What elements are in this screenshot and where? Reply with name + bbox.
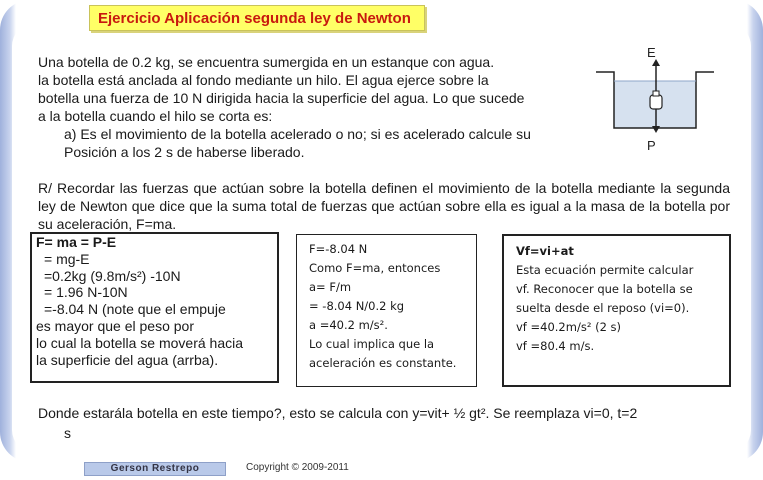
slide-title: Ejercicio Aplicación segunda ley de Newton xyxy=(98,10,411,27)
box2-line: a= F/m xyxy=(309,280,352,294)
problem-line: a la botella cuando el hilo se corta es: xyxy=(38,108,273,124)
bottle-icon xyxy=(650,95,662,109)
author-badge: Gerson Restrepo xyxy=(84,462,226,476)
box1-line: =-8.04 N (note que el empuje xyxy=(44,301,226,318)
box3-heading: Vf=vi+at xyxy=(516,244,574,258)
box3-line: vf. Reconocer que la botella se xyxy=(516,282,693,296)
box3-line: Esta ecuación permite calcular xyxy=(516,263,694,277)
position-line: Donde estarála botella en este tiempo?, esto se calcula con y=vit+ ½ gt². Se reemplaza vi=0, t=2 xyxy=(38,405,638,421)
answer-paragraph: R/ Recordar las fuerzas que actúan sobre la botella definen el movimiento de la botella mediante la segunda ley de Newton que dice que la suma total de fuerzas que actúan sobre ella es igual a la masa de la botella por su aceleración, F=ma. xyxy=(38,180,730,232)
weight-arrowhead xyxy=(652,126,660,133)
buoyancy-arrowhead xyxy=(652,59,660,66)
box3-line: suelta desde el reposo (vi=0). xyxy=(516,301,690,315)
box2-line: Como F=ma, entonces xyxy=(309,261,441,275)
velocity-box xyxy=(502,234,731,387)
box1-line: es mayor que el peso por xyxy=(36,317,194,334)
box1-line: = mg-E xyxy=(44,250,90,267)
box1-line: = 1.96 N-10N xyxy=(44,284,128,301)
box3-line: vf =40.2m/s² (2 s) xyxy=(516,320,622,334)
problem-line: botella una fuerza de 10 N dirigida hacia la superficie del agua. Lo que sucede xyxy=(38,90,525,106)
box2-line: = -8.04 N/0.2 kg xyxy=(309,299,405,313)
box2-line: a =40.2 m/s². xyxy=(309,318,388,332)
position-line-continued: s xyxy=(64,425,71,441)
box2-line: F=-8.04 N xyxy=(309,242,368,256)
box2-line: aceleración es constante. xyxy=(309,356,457,370)
acceleration-box xyxy=(296,234,477,387)
box1-line: la superficie del agua (arrba). xyxy=(36,351,219,368)
box2-line: Lo cual implica que la xyxy=(309,337,435,351)
question-a: a) Es el movimiento de la botella acelerado o no; si es acelerado calcule su xyxy=(64,126,531,142)
label-P: P xyxy=(647,138,656,152)
box1-line: lo cual la botella se moverá hacia xyxy=(36,334,244,351)
tank-diagram xyxy=(596,40,716,152)
label-E: E xyxy=(647,45,656,60)
copyright-notice: Copyright © 2009-2011 xyxy=(246,462,349,473)
problem-statement xyxy=(38,53,618,161)
box1-heading: F= ma = P-E xyxy=(36,234,117,250)
problem-line: Una botella de 0.2 kg, se encuentra sumergida en un estanque con agua. xyxy=(38,54,495,70)
box3-line: vf =80.4 m/s. xyxy=(516,339,595,353)
bottle-cap-icon xyxy=(653,91,659,96)
force-calculation-box xyxy=(30,232,279,383)
box1-line: =0.2kg (9.8m/s²) -10N xyxy=(44,267,181,284)
title-banner xyxy=(89,5,425,31)
position-question xyxy=(38,403,728,443)
question-a-continued: Posición a los 2 s de haberse liberado. xyxy=(64,144,305,160)
problem-line: la botella está anclada al fondo mediante un hilo. El agua ejerce sobre la xyxy=(38,72,489,88)
